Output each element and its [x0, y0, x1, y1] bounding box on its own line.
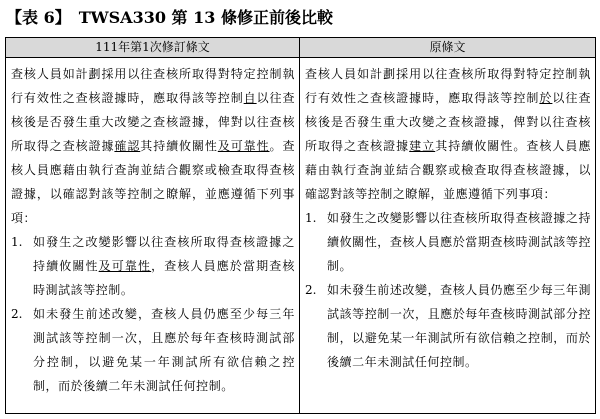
original-underline: 建立: [409, 139, 436, 153]
revised-lead-paragraph: 查核人員如計劃採用以往查核所取得對特定控制執行有效性之查核證據時，應取得該等控制自以往查核後是否發生重大改變之查核證據，俾對以往查核所取得之查核證據確認其持續攸關性及可靠性。查核人員應藉由執行查詢並結合觀察或檢查取得查核證據，以確認對該等控制之瞭解，並應遵循下列事項：: [11, 67, 295, 225]
revised-underline: 及可靠性: [217, 139, 270, 153]
header-revised: 111年第1次修訂條文: [6, 38, 300, 58]
item-text: 如未發生前述改變，查核人員仍應至少每三年測試該等控制一次，且應於每年查核時測試部分控制，以避免某一年測試所有欲信賴之控制，而於後續二年未測試任何控制。: [33, 307, 295, 393]
content-row: [6, 58, 596, 414]
original-cell: [300, 58, 596, 414]
original-item-2: [305, 278, 591, 374]
page-title: [6, 4, 341, 32]
original-item-1: [305, 206, 591, 278]
item-number: 1.: [305, 211, 317, 225]
revised-item-1: [11, 230, 295, 302]
revised-cell: [6, 58, 300, 414]
original-lead-paragraph: 查核人員如計劃採用以往查核所取得對特定控制執行有效性之查核證據時，應取得該等控制於以往查核後是否發生重大改變之查核證據，俾對以往查核所取得之查核證據建立其持續攸關性。查核人員應藉由執行查詢並結合觀察或檢查取得查核證據，以確認對該等控制之瞭解，並應遵循下列事項：: [305, 67, 591, 201]
header-row: [6, 38, 596, 58]
revised-underline: 自: [243, 91, 257, 105]
item-number: 1.: [11, 235, 23, 249]
revised-item-2: [11, 302, 295, 398]
revised-underline: 及可靠性: [98, 259, 152, 273]
item-text: 如未發生前述改變，查核人員仍應至少每三年測試該等控制一次，且應於每年查核時測試部分控制，以避免某一年測試所有欲信賴之控制，而於後續二年未測試任何控制。: [327, 283, 591, 369]
table-tag: 【表 6】: [6, 8, 71, 27]
header-original: 原條文: [300, 38, 596, 58]
comparison-table: [5, 37, 596, 414]
revised-underline: 確認: [114, 139, 141, 153]
title-text: TWSA330 第 13 條修正前後比較: [78, 8, 333, 27]
item-text: 如發生之改變影響以往查核所取得查核證據之持續攸關性及可靠性，查核人員應於當期查核時測試該等控制。: [33, 235, 295, 297]
item-number: 2.: [305, 283, 317, 297]
item-number: 2.: [11, 307, 23, 321]
item-text: 如發生之改變影響以往查核所取得查核證據之持續攸關性，查核人員應於當期查核時測試該等控制。: [327, 211, 591, 273]
original-underline: 於: [539, 91, 553, 105]
